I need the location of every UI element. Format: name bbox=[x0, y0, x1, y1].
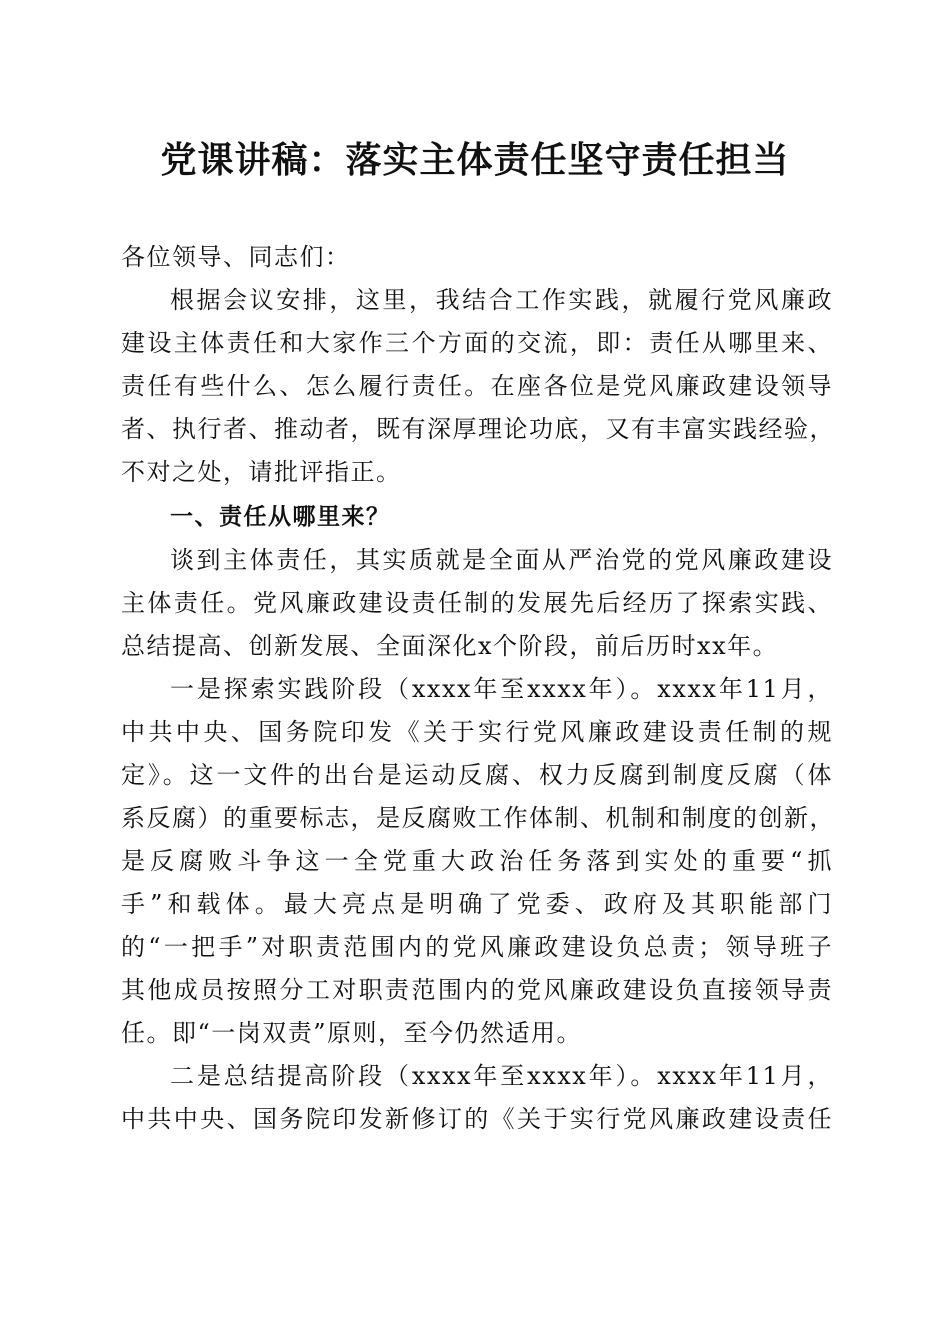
document-body bbox=[121, 236, 833, 1141]
paragraph-3-line: 中共中央、国务院印发《关于实行党风廉政建设责任制的规 bbox=[121, 718, 833, 746]
paragraph-2-line: 谈到主体责任，其实质就是全面从严治党的党风廉政建设 bbox=[170, 546, 833, 574]
paragraph-4-line: 二是总结提高阶段（xxxx年至xxxx年）。xxxx年11月， bbox=[170, 1062, 833, 1090]
paragraph-1-line: 不对之处，请批评指正。 bbox=[121, 458, 402, 486]
paragraph-3-line: 的“一把手”对职责范围内的党风廉政建设负总责；领导班子 bbox=[121, 933, 833, 961]
paragraph-2-line: 总结提高、创新发展、全面深化x个阶段，前后历时xx年。 bbox=[121, 632, 779, 660]
salutation: 各位领导、同志们： bbox=[121, 243, 351, 271]
paragraph-3-line: 定》。这一文件的出台是运动反腐、权力反腐到制度反腐（体 bbox=[121, 761, 833, 789]
paragraph-3-line: 一是探索实践阶段（xxxx年至xxxx年）。xxxx年11月， bbox=[170, 675, 833, 703]
paragraph-3-line: 手”和载体。最大亮点是明确了党委、政府及其职能部门 bbox=[121, 890, 833, 918]
paragraph-3-line: 任。即“一岗双责”原则，至今仍然适用。 bbox=[121, 1019, 583, 1047]
paragraph-1-line: 者、执行者、推动者，既有深厚理论功底，又有丰富实践经验， bbox=[121, 415, 835, 443]
paragraph-2-line: 主体责任。党风廉政建设责任制的发展先后经历了探索实践、 bbox=[121, 589, 833, 617]
paragraph-4-line: 中共中央、国务院印发新修订的《关于实行党风廉政建设责任 bbox=[121, 1105, 833, 1133]
section-heading-1: 一、责任从哪里来？ bbox=[170, 504, 391, 530]
paragraph-1-line: 责任有些什么、怎么履行责任。在座各位是党风廉政建设领导 bbox=[121, 372, 833, 400]
paragraph-3-line: 其他成员按照分工对职责范围内的党风廉政建设负直接领导责 bbox=[121, 976, 833, 1004]
paragraph-3-line: 系反腐）的重要标志，是反腐败工作体制、机制和制度的创新， bbox=[121, 804, 835, 832]
paragraph-1-line: 根据会议安排，这里，我结合工作实践，就履行党风廉政 bbox=[170, 286, 833, 314]
paragraph-1-line: 建设主体责任和大家作三个方面的交流，即：责任从哪里来、 bbox=[121, 329, 833, 357]
paragraph-3-line: 是反腐败斗争这一全党重大政治任务落到实处的重要“抓 bbox=[121, 847, 833, 875]
document-title: 党课讲稿：落实主体责任坚守责任担当 bbox=[160, 139, 790, 181]
